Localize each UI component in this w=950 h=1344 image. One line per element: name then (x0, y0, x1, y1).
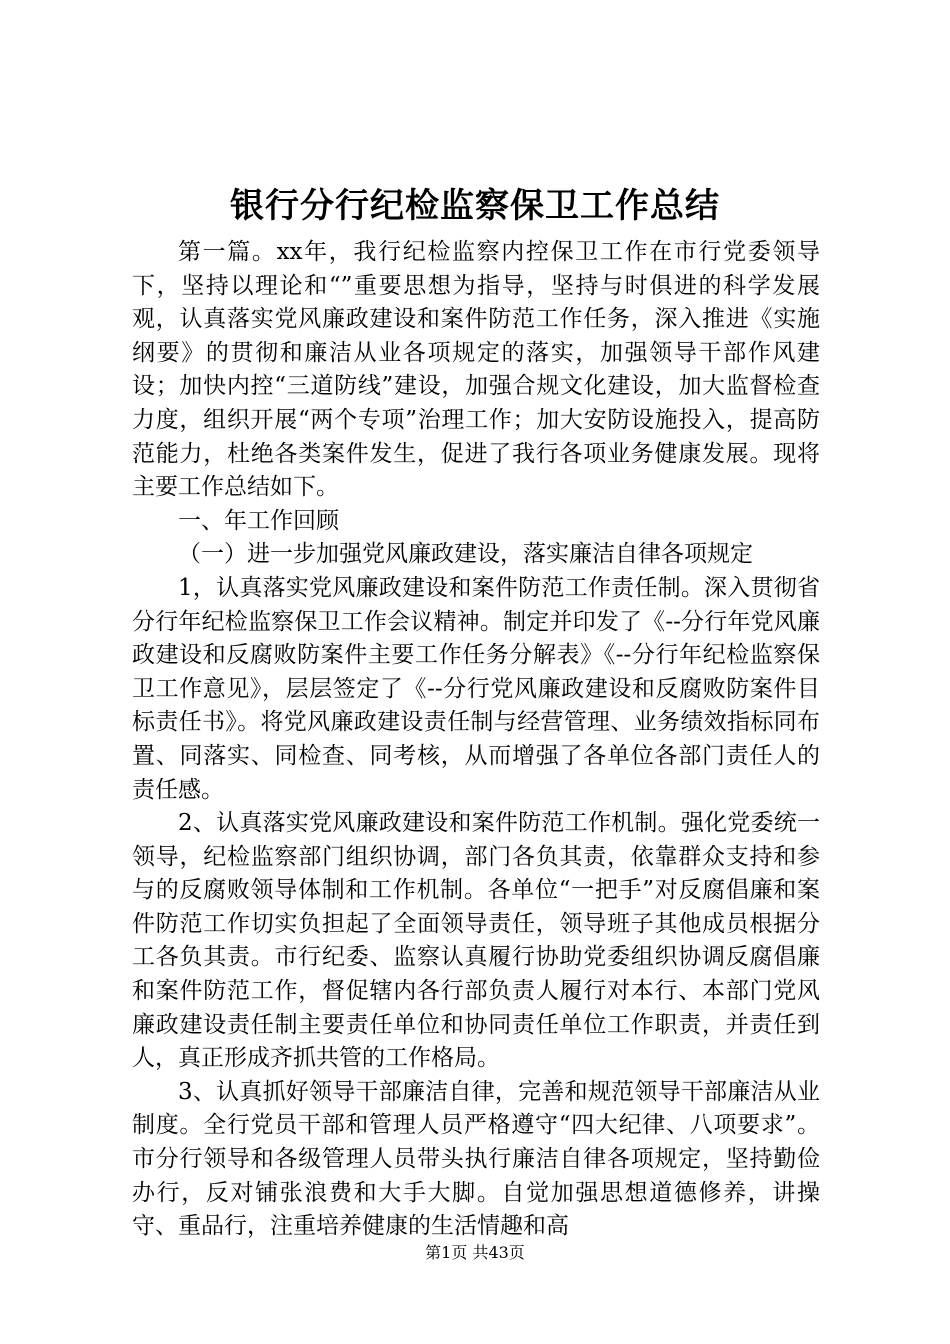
paragraph-intro: 第一篇。xx年，我行纪检监察内控保卫工作在市行党委领导下，坚持以理论和“”重要思想为指导，坚持与时俱进的科学发展观，认真落实党风廉政建设和案件防范工作任务，深入推进《实施纲要》的贯彻和廉洁从业各项规定的落实，加强领导干部作风建设；加快内控“三道防线”建设，加强合规文化建设，加大监督检查力度，组织开展“两个专项”治理工作；加大安防设施投入，提高防范能力，杜绝各类案件发生，促进了我行各项业务健康发展。现将主要工作总结如下。 (132, 239, 820, 501)
subsection-heading-1: （一）进一步加强党风廉政建设，落实廉洁自律各项规定 (178, 541, 753, 568)
paragraph-item-1: 1，认真落实党风廉政建设和案件防范工作责任制。深入贯彻省分行年纪检监察保卫工作会议精神。制定并印发了《--分行年党风廉政建设和反腐败防案件主要工作任务分解表》《--分行年纪检监察保卫工作意见》，层层签定了《--分行党风廉政建设和反腐败防案件目标责任书》。将党风廉政建设责任制与经营管理、业务绩效指标同布置、同落实、同检查、同考核，从而增强了各单位各部门责任人的责任感。 (132, 574, 820, 803)
document-title: 银行分行纪检监察保卫工作总结 (230, 186, 720, 226)
paragraph-item-3: 3、认真抓好领导干部廉洁自律，完善和规范领导干部廉洁从业制度。全行党员干部和管理人员严格遵守“四大纪律、八项要求”。市分行领导和各级管理人员带头执行廉洁自律各项规定，坚持勤俭办行，反对铺张浪费和大手大脚。自觉加强思想道德修养，讲操守、重品行，注重培养健康的生活情趣和高 (132, 1078, 820, 1240)
page-footer: 第1页 共43页 (425, 1243, 525, 1262)
section-heading-review: 一、年工作回顾 (178, 507, 339, 534)
paragraph-item-2: 2、认真落实党风廉政建设和案件防范工作机制。强化党委统一领导，纪检监察部门组织协调，部门各负其责，依靠群众支持和参与的反腐败领导体制和工作机制。各单位“一把手”对反腐倡廉和案件防范工作切实负担起了全面领导责任，领导班子其他成员根据分工各负其责。市行纪委、监察认真履行协助党委组织协调反腐倡廉和案件防范工作，督促辖内各行部负责人履行对本行、本部门党风廉政建设责任制主要责任单位和协同责任单位工作职责，并责任到人，真正形成齐抓共管的工作格局。 (132, 810, 820, 1072)
document-body (132, 236, 820, 1244)
